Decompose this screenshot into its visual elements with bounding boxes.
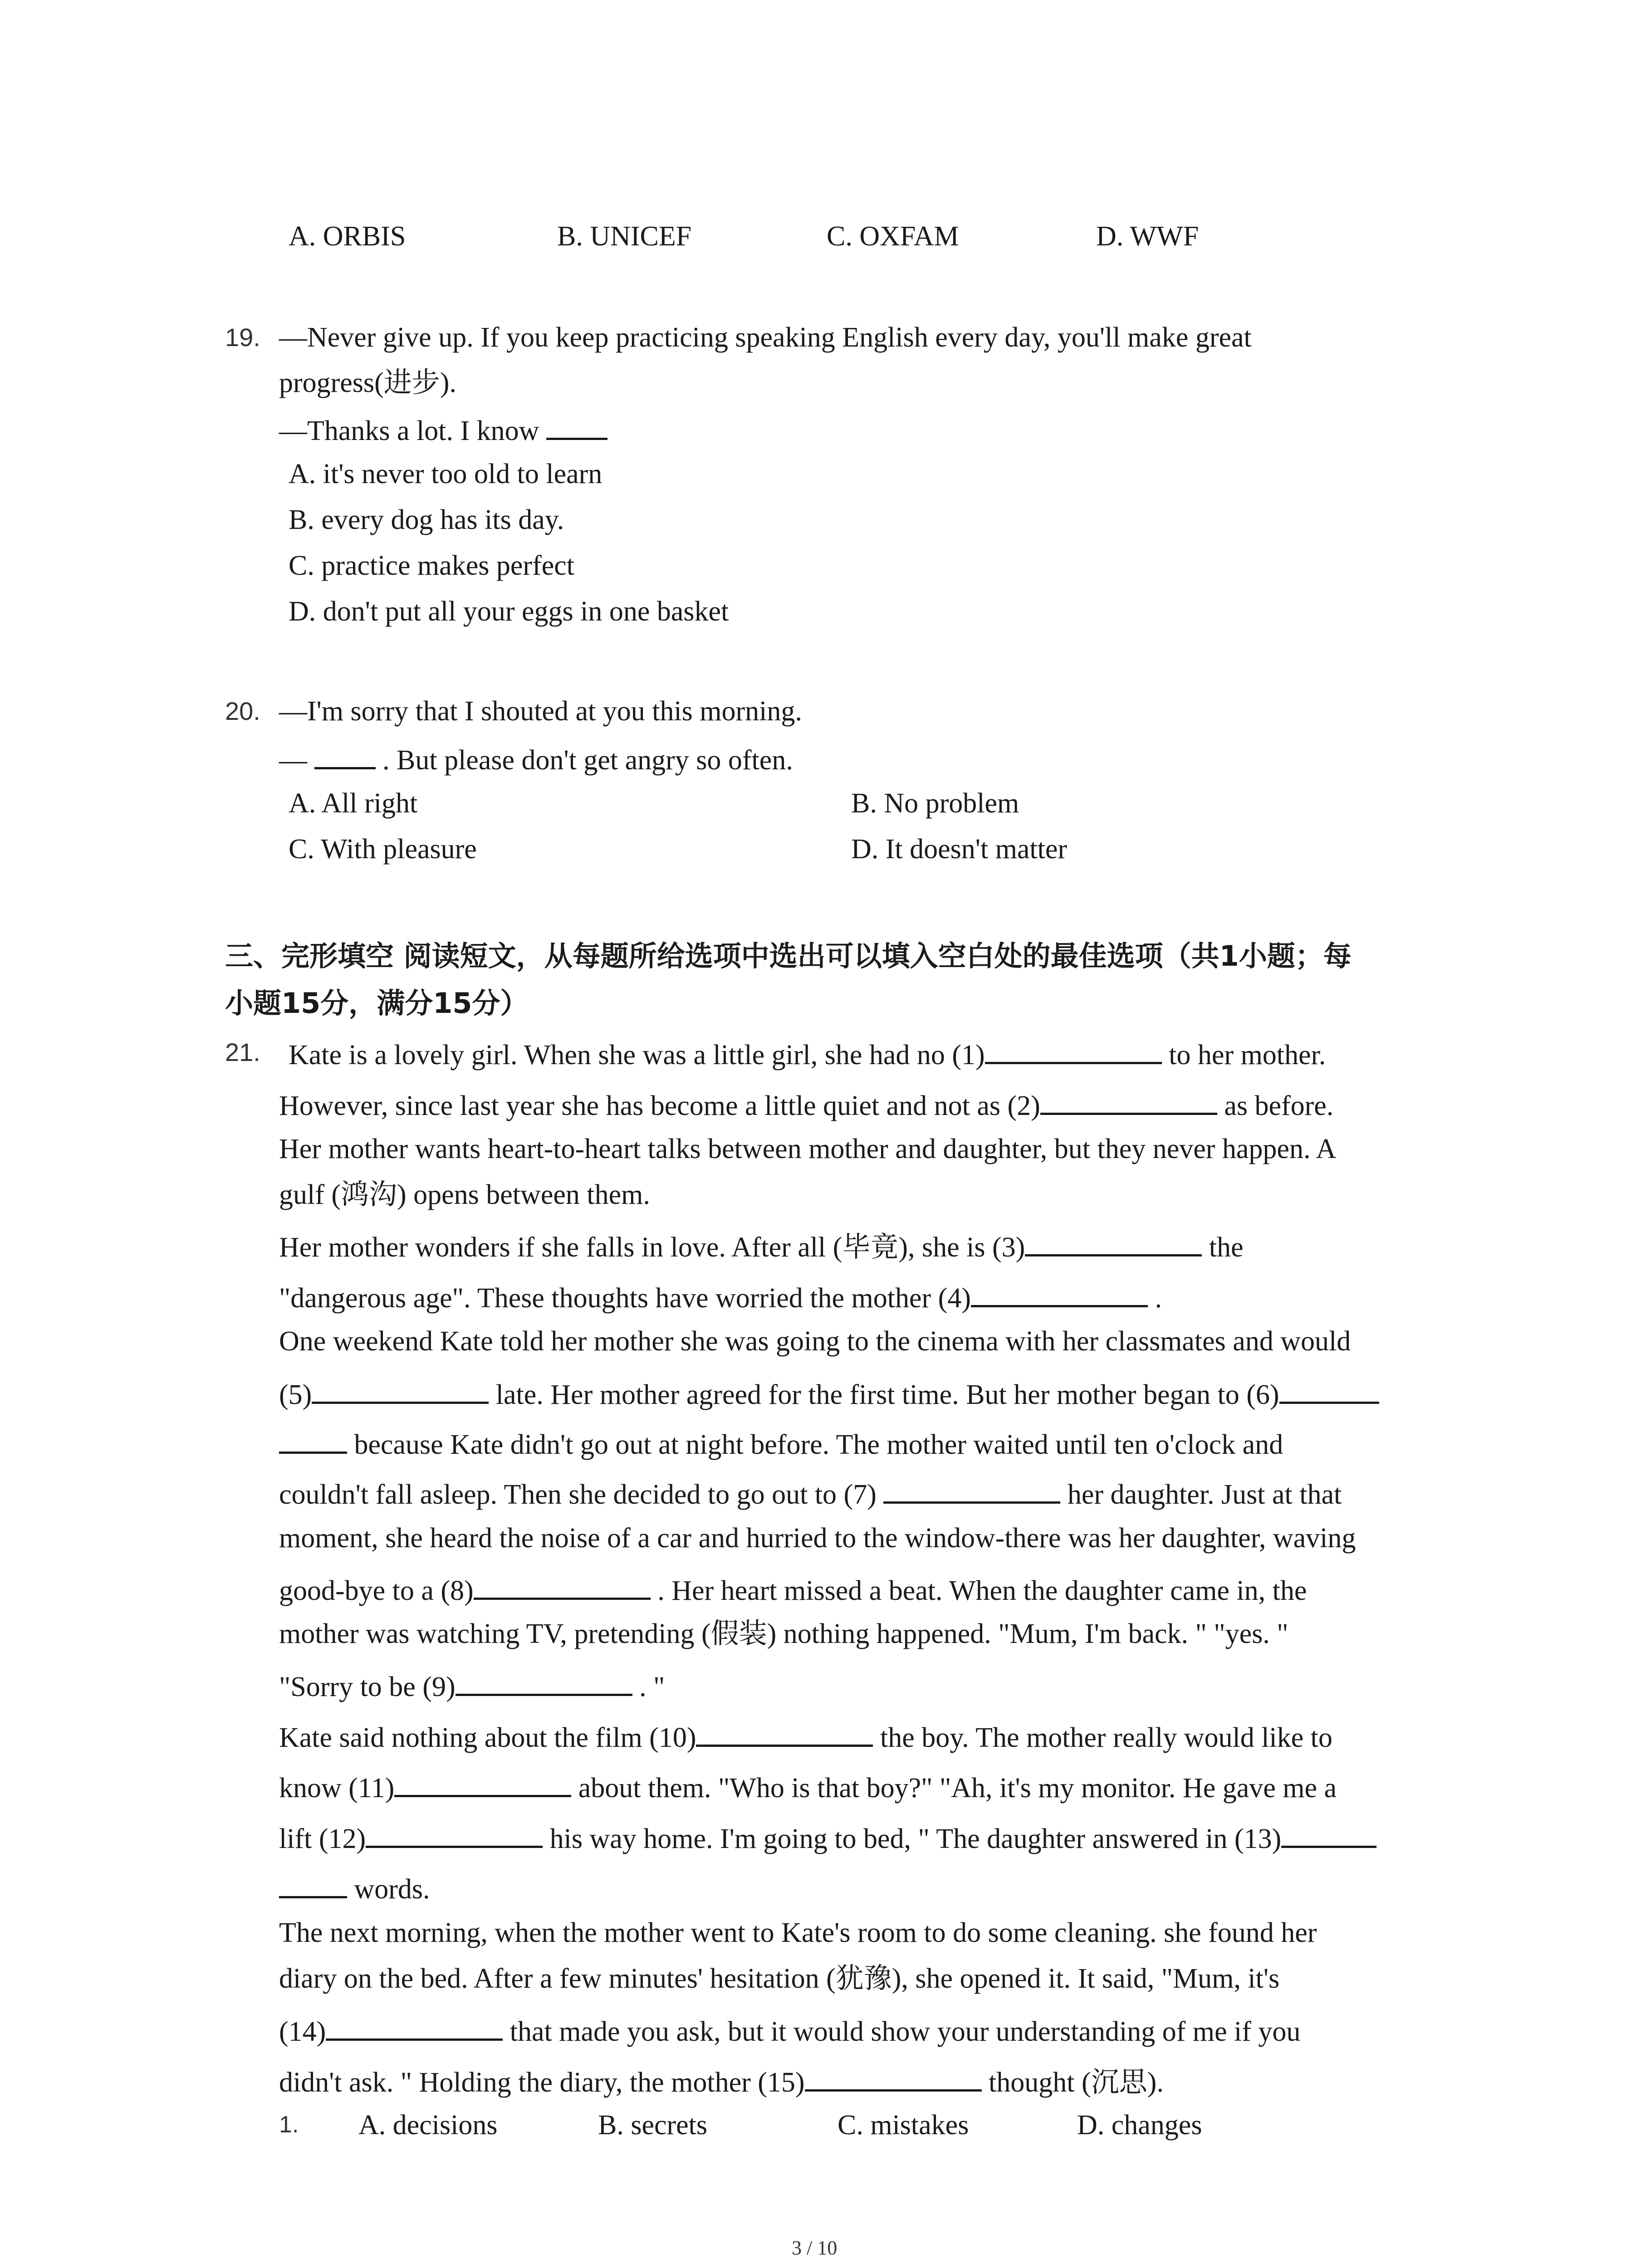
blank-5 (312, 1378, 489, 1404)
passage-line: because Kate didn't go out at night before. The mother waited until ten o'clock and (279, 1428, 1283, 1459)
q19-prompt-line2: progress(进步). (279, 367, 456, 398)
passage-line: Kate said nothing about the film (10) the boy. The mother really would like to (279, 1721, 1332, 1752)
passage-line: One weekend Kate told her mother she was going to the cinema with her classmates and would (279, 1326, 1351, 1357)
q20-prompt-line2: — . But please don't get angry so often. (279, 743, 793, 774)
passage-line: Kate is a lovely girl. When she was a little girl, she had no (1) to her mother. (289, 1038, 1326, 1069)
passage-line: (14) that made you ask, but it would show your understanding of me if you (279, 2015, 1300, 2046)
subquestion-1-number: 1. (279, 2112, 299, 2138)
blank-15 (805, 2066, 982, 2092)
passage-line: The next morning, when the mother went to Kate's room to do some cleaning. she found her (279, 1917, 1317, 1948)
blank-13 (1281, 1822, 1376, 1848)
blank-7 (883, 1478, 1060, 1504)
blank-3 (1025, 1231, 1202, 1256)
sub1-option-c[interactable]: C. mistakes (838, 2110, 969, 2141)
passage-line: lift (12) his way home. I'm going to bed, " The daughter answered in (13) (279, 1822, 1376, 1853)
q20-option-c[interactable]: C. With pleasure (289, 834, 477, 865)
q19-prompt-line3: —Thanks a lot. I know (279, 414, 607, 445)
passage-line: didn't ask. " Holding the diary, the mother (15) thought (沉思). (279, 2066, 1164, 2097)
q20-number: 20. (225, 697, 260, 725)
q19-option-b[interactable]: B. every dog has its day. (289, 504, 564, 535)
passage-line: "Sorry to be (9) . " (279, 1670, 665, 1701)
passage-line: Her mother wonders if she falls in love. After all (毕竟), she is (3) the (279, 1231, 1244, 1261)
q20-blank (314, 743, 376, 769)
passage-line: couldn't fall asleep. Then she decided to go out to (7) her daughter. Just at that (279, 1478, 1342, 1509)
blank-14 (326, 2015, 503, 2041)
q18-option-d[interactable]: D. WWF (1096, 221, 1199, 252)
q20-option-b[interactable]: B. No problem (851, 788, 1019, 819)
q19-number: 19. (225, 323, 260, 352)
passage-line: Her mother wants heart-to-heart talks between mother and daughter, but they never happen. A (279, 1134, 1337, 1164)
passage-line: mother was watching TV, pretending (假装) nothing happened. "Mum, I'm back. " "yes. " (279, 1618, 1288, 1649)
passage-line: "dangerous age". These thoughts have worried the mother (4) . (279, 1281, 1162, 1312)
passage-line: moment, she heard the noise of a car and hurried to the window-there was her daughter, waving (279, 1523, 1356, 1554)
sub1-option-a[interactable]: A. decisions (358, 2110, 498, 2141)
q19-option-d[interactable]: D. don't put all your eggs in one basket (289, 596, 729, 627)
passage-line: good-bye to a (8) . Her heart missed a beat. When the daughter came in, the (279, 1574, 1307, 1605)
blank-4 (971, 1281, 1148, 1307)
page-number: 3 / 10 (792, 2237, 838, 2259)
blank-6-cont (279, 1428, 347, 1454)
section-heading-line1: 三、完形填空 阅读短文，从每题所给选项中选出可以填入空白处的最佳选项（共1小题；每 (225, 939, 1352, 973)
blank-9 (456, 1670, 632, 1696)
blank-12 (366, 1822, 543, 1848)
q20-option-d[interactable]: D. It doesn't matter (851, 834, 1068, 865)
passage-line: gulf (鸿沟) opens between them. (279, 1179, 650, 1210)
blank-6 (1279, 1378, 1379, 1404)
q20-option-a[interactable]: A. All right (289, 788, 418, 819)
q19-option-c[interactable]: C. practice makes perfect (289, 550, 574, 581)
blank-8 (474, 1574, 651, 1600)
sub1-option-d[interactable]: D. changes (1077, 2110, 1202, 2141)
q21-number: 21. (225, 1038, 260, 1066)
section-heading-line2: 小题15分，满分15分） (225, 987, 529, 1020)
blank-11 (394, 1771, 571, 1797)
q20-prompt-line1: —I'm sorry that I shouted at you this morning. (279, 696, 802, 727)
blank-10 (696, 1721, 873, 1747)
q18-option-b[interactable]: B. UNICEF (557, 221, 692, 252)
sub1-option-b[interactable]: B. secrets (598, 2110, 708, 2141)
q18-option-c[interactable]: C. OXFAM (827, 221, 959, 252)
q19-prompt-line1: —Never give up. If you keep practicing speaking English every day, you'll make great (279, 322, 1252, 353)
passage-line: However, since last year she has become a little quiet and not as (2) as before. (279, 1089, 1333, 1120)
q19-blank (546, 414, 607, 440)
q18-option-a[interactable]: A. ORBIS (289, 221, 406, 252)
blank-2 (1040, 1089, 1217, 1115)
blank-13-cont (279, 1872, 347, 1898)
passage-line: know (11) about them. "Who is that boy?" "Ah, it's my monitor. He gave me a (279, 1771, 1337, 1802)
passage-line: words. (279, 1872, 430, 1903)
passage-line: diary on the bed. After a few minutes' hesitation (犹豫), she opened it. It said, "Mum, it's (279, 1963, 1280, 1994)
q19-option-a[interactable]: A. it's never too old to learn (289, 459, 603, 489)
blank-1 (985, 1038, 1162, 1064)
passage-line: (5) late. Her mother agreed for the first time. But her mother began to (6) (279, 1378, 1379, 1409)
